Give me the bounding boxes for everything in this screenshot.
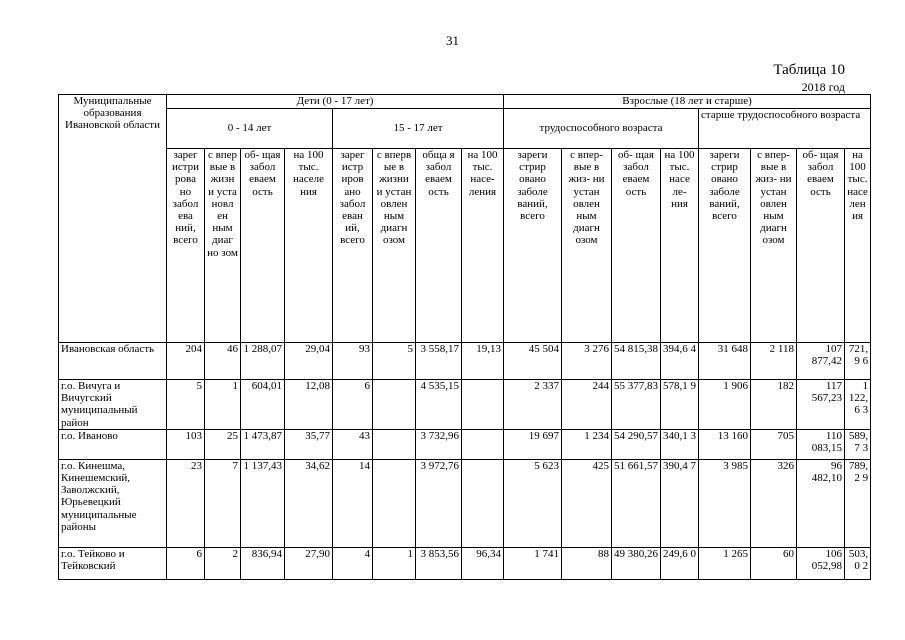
table-cell: 2 337 bbox=[504, 380, 562, 430]
table-cell: 1 122,6 3 bbox=[845, 380, 871, 430]
subheader-cell: на 100 тыс. насе ле- ния bbox=[661, 149, 699, 343]
table-cell: 46 bbox=[205, 343, 241, 380]
table-cell: 4 535,15 bbox=[416, 380, 462, 430]
table-cell: 244 bbox=[562, 380, 612, 430]
subheader-cell: зарег истри рова но забол ева ний, всего bbox=[167, 149, 205, 343]
subheader-cell: на 100 тыс. насе- ления bbox=[462, 149, 504, 343]
table-cell: 1 234 bbox=[562, 429, 612, 459]
table-cell: 14 bbox=[333, 459, 373, 547]
table-cell bbox=[462, 429, 504, 459]
header-age-15-17: 15 - 17 лет bbox=[333, 109, 504, 149]
table-cell: 604,01 bbox=[241, 380, 285, 430]
table-cell: 390,4 7 bbox=[661, 459, 699, 547]
table-cell: 55 377,83 bbox=[612, 380, 661, 430]
header-municipality: Муниципальные образования Ивановской области bbox=[59, 95, 167, 343]
table-cell: 117 567,23 bbox=[797, 380, 845, 430]
table-cell: 340,1 3 bbox=[661, 429, 699, 459]
subheader-cell: об- щая забол еваем ость bbox=[241, 149, 285, 343]
table-cell: 2 bbox=[205, 547, 241, 579]
header-children: Дети (0 - 17 лет) bbox=[167, 95, 504, 109]
table-cell: 1 137,43 bbox=[241, 459, 285, 547]
table-row bbox=[59, 343, 871, 380]
table-cell: 182 bbox=[751, 380, 797, 430]
table-cell: 249,6 0 bbox=[661, 547, 699, 579]
row-name: г.о. Кинешма, Кинешемский, Заволжский, Юрьевецкий муниципальные районы bbox=[59, 459, 167, 547]
table-cell: 1 bbox=[205, 380, 241, 430]
table-cell: 2 118 bbox=[751, 343, 797, 380]
table-cell: 1 265 bbox=[699, 547, 751, 579]
table-row bbox=[59, 429, 871, 459]
table-cell: 19 697 bbox=[504, 429, 562, 459]
table-caption: Таблица 10 bbox=[773, 62, 845, 78]
table-body bbox=[59, 343, 871, 580]
row-name: г.о. Иваново bbox=[59, 429, 167, 459]
table-cell: 51 661,57 bbox=[612, 459, 661, 547]
table-cell: 3 558,17 bbox=[416, 343, 462, 380]
table-cell: 96,34 bbox=[462, 547, 504, 579]
table-cell: 6 bbox=[333, 380, 373, 430]
table-cell: 5 623 bbox=[504, 459, 562, 547]
table-cell: 60 bbox=[751, 547, 797, 579]
header-adults: Взрослые (18 лет и старше) bbox=[504, 95, 871, 109]
table-cell: 705 bbox=[751, 429, 797, 459]
table-cell: 3 985 bbox=[699, 459, 751, 547]
row-name: г.о. Вичуга и Вичугский муниципальный район bbox=[59, 380, 167, 430]
subheader-cell: на 100 тыс. населе ния bbox=[285, 149, 333, 343]
subheader-cell: зареги стрир овано заболе ваний, всего bbox=[699, 149, 751, 343]
table-cell: 54 290,57 bbox=[612, 429, 661, 459]
table-cell: 13 160 bbox=[699, 429, 751, 459]
table-cell: 34,62 bbox=[285, 459, 333, 547]
table-cell: 49 380,26 bbox=[612, 547, 661, 579]
table-cell: 19,13 bbox=[462, 343, 504, 380]
table-cell: 5 bbox=[167, 380, 205, 430]
subheader-cell: об- щая забол еваем ость bbox=[797, 149, 845, 343]
table-cell: 12,08 bbox=[285, 380, 333, 430]
header-age-0-14: 0 - 14 лет bbox=[167, 109, 333, 149]
table-cell: 54 815,38 bbox=[612, 343, 661, 380]
table-cell: 106 052,98 bbox=[797, 547, 845, 579]
subheader-cell: общa я забол еваем ость bbox=[416, 149, 462, 343]
table-year: 2018 год bbox=[801, 80, 845, 94]
table-cell: 4 bbox=[333, 547, 373, 579]
table-cell bbox=[373, 459, 416, 547]
table-cell: 31 648 bbox=[699, 343, 751, 380]
table-cell: 27,90 bbox=[285, 547, 333, 579]
table-cell: 110 083,15 bbox=[797, 429, 845, 459]
table-cell: 7 bbox=[205, 459, 241, 547]
subheader-cell: на 100 тыс. насе лен ия bbox=[845, 149, 871, 343]
table-cell: 1 473,87 bbox=[241, 429, 285, 459]
table-cell: 23 bbox=[167, 459, 205, 547]
subheader-cell: с впер- вые в жиз- ни устан овлен ным диагн озом bbox=[751, 149, 797, 343]
table-cell bbox=[373, 380, 416, 430]
table-cell bbox=[462, 380, 504, 430]
table-cell: 6 bbox=[167, 547, 205, 579]
table-cell: 1 288,07 bbox=[241, 343, 285, 380]
table-cell: 589,7 3 bbox=[845, 429, 871, 459]
row-name: г.о. Тейково и Тейковский bbox=[59, 547, 167, 579]
table-cell: 35,77 bbox=[285, 429, 333, 459]
table-cell: 93 bbox=[333, 343, 373, 380]
table-cell: 326 bbox=[751, 459, 797, 547]
table-row bbox=[59, 380, 871, 430]
table-cell: 1 741 bbox=[504, 547, 562, 579]
subheader-cell: зарег истр иров ано забол еван ий, всего bbox=[333, 149, 373, 343]
table-cell: 204 bbox=[167, 343, 205, 380]
header-working-age: трудоспособного возраста bbox=[504, 109, 699, 149]
subheader-cell: с впер вые в жизн и уста новл ен ным диаг но зом bbox=[205, 149, 241, 343]
table-cell: 3 972,76 bbox=[416, 459, 462, 547]
table-cell: 103 bbox=[167, 429, 205, 459]
table-cell bbox=[373, 429, 416, 459]
table-cell: 88 bbox=[562, 547, 612, 579]
table-cell: 96 482,10 bbox=[797, 459, 845, 547]
table-cell: 5 bbox=[373, 343, 416, 380]
subheader-cell: с впер- вые в жиз- ни устан овлен ным диагн озом bbox=[562, 149, 612, 343]
table-row bbox=[59, 547, 871, 579]
table-cell: 578,1 9 bbox=[661, 380, 699, 430]
table-cell: 394,6 4 bbox=[661, 343, 699, 380]
table-cell: 503,0 2 bbox=[845, 547, 871, 579]
table-cell: 107 877,42 bbox=[797, 343, 845, 380]
table-cell: 1 906 bbox=[699, 380, 751, 430]
subheader-cell: с вперв ые в жизни и устан овлен ным диагн озом bbox=[373, 149, 416, 343]
table-cell: 425 bbox=[562, 459, 612, 547]
header-older-working-age: старше трудоспособного возраста bbox=[699, 109, 871, 149]
subheader-cell: зареги стрир овано заболе ваний, всего bbox=[504, 149, 562, 343]
table-cell: 43 bbox=[333, 429, 373, 459]
row-name: Ивановская область bbox=[59, 343, 167, 380]
table-cell: 3 276 bbox=[562, 343, 612, 380]
table-cell: 789,2 9 bbox=[845, 459, 871, 547]
subheader-cell: об- щая забол еваем ость bbox=[612, 149, 661, 343]
table-cell: 45 504 bbox=[504, 343, 562, 380]
table-cell: 836,94 bbox=[241, 547, 285, 579]
table-cell bbox=[462, 459, 504, 547]
table-row bbox=[59, 459, 871, 547]
table-cell: 3 732,96 bbox=[416, 429, 462, 459]
table-cell: 29,04 bbox=[285, 343, 333, 380]
table-cell: 25 bbox=[205, 429, 241, 459]
table-cell: 721,9 6 bbox=[845, 343, 871, 380]
table-cell: 3 853,56 bbox=[416, 547, 462, 579]
table-cell: 1 bbox=[373, 547, 416, 579]
page-number: 31 bbox=[446, 33, 459, 48]
data-table bbox=[58, 94, 871, 580]
